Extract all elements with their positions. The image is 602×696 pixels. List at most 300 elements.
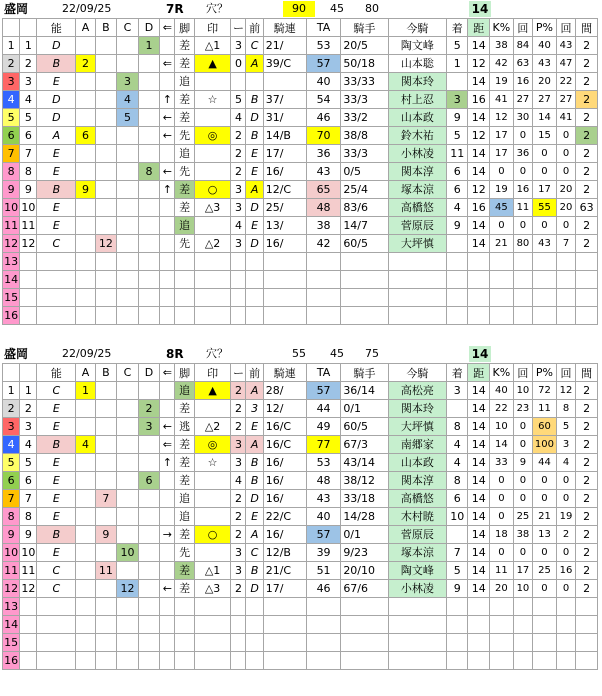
cell-mark: △2 xyxy=(194,235,231,253)
cell-r1: 0 xyxy=(513,163,532,181)
header-cell: 能 xyxy=(37,19,76,37)
cell-arrow xyxy=(160,145,175,163)
cell-r1 xyxy=(513,271,532,289)
cell-r2: 8 xyxy=(556,400,575,418)
cell-ta xyxy=(306,652,340,670)
cell-k: 17 xyxy=(490,145,514,163)
cell-dist: 14 xyxy=(468,235,490,253)
cell-p xyxy=(533,253,557,271)
cell-name: 南郷家 xyxy=(388,436,446,454)
table-row xyxy=(3,253,598,271)
header-row xyxy=(3,364,598,382)
cell-mark: ▲ xyxy=(194,55,231,73)
cell-w: 10 xyxy=(20,199,37,217)
ana-label: 穴？ xyxy=(206,347,228,360)
cell-ta xyxy=(306,616,340,634)
table-row xyxy=(3,73,598,91)
cell-c xyxy=(117,526,139,544)
cell-c xyxy=(117,652,139,670)
cell-d: 3 xyxy=(138,418,160,436)
cell-r2: 16 xyxy=(556,562,575,580)
cell-gap xyxy=(576,652,598,670)
header-cell: 着 xyxy=(446,364,468,382)
cell-b xyxy=(95,199,117,217)
cell-a: 1 xyxy=(76,382,95,400)
cell-mark: ○ xyxy=(194,181,231,199)
cell-name: 陶文峰 xyxy=(388,562,446,580)
cell-jk: 38/8 xyxy=(341,127,388,145)
cell-pl: B xyxy=(246,472,263,490)
cell-name: 鈴木祐 xyxy=(388,127,446,145)
cell-a xyxy=(76,544,95,562)
table-row xyxy=(3,163,598,181)
cell-jk xyxy=(341,598,388,616)
cell-ta: 43 xyxy=(306,490,340,508)
header-cell: 間 xyxy=(576,364,598,382)
cell-name xyxy=(388,616,446,634)
cell-r1: 38 xyxy=(513,526,532,544)
cell-pw: 3 xyxy=(231,181,246,199)
cell-fin: 9 xyxy=(446,109,468,127)
cell-r2 xyxy=(556,253,575,271)
header-cell: ⇐ xyxy=(160,364,175,382)
cell-name: 関本玲 xyxy=(388,73,446,91)
header-cell: 回 xyxy=(556,364,575,382)
cell-a xyxy=(76,235,95,253)
cell-pl: E xyxy=(246,418,263,436)
cell-mark xyxy=(194,652,231,670)
cell-r1: 0 xyxy=(513,217,532,235)
cell-ta xyxy=(306,634,340,652)
cell-jr: 16/ xyxy=(263,472,306,490)
cell-leg: 差 xyxy=(175,562,194,580)
cell-w: 7 xyxy=(20,490,37,508)
cell-d xyxy=(138,616,160,634)
cell-d xyxy=(138,580,160,598)
cell-arrow xyxy=(160,289,175,307)
cell-arrow: ⇐ xyxy=(160,436,175,454)
cell-pw: 3 xyxy=(231,562,246,580)
cell-jk xyxy=(341,616,388,634)
cell-pw: 3 xyxy=(231,544,246,562)
cell-fin: 8 xyxy=(446,472,468,490)
cell-jk: 20/5 xyxy=(341,37,388,55)
cell-r1: 11 xyxy=(513,199,532,217)
cell-c xyxy=(117,217,139,235)
cell-a xyxy=(76,307,95,325)
cell-jk: 9/23 xyxy=(341,544,388,562)
cell-w xyxy=(20,271,37,289)
header-cell: 回 xyxy=(556,19,575,37)
cell-pw: 4 xyxy=(231,109,246,127)
cell-pw: 2 xyxy=(231,400,246,418)
cell-w xyxy=(20,634,37,652)
race-number: 7R xyxy=(166,2,184,16)
cell-gap: 2 xyxy=(576,55,598,73)
cell-a xyxy=(76,217,95,235)
cell-a xyxy=(76,652,95,670)
cell-p xyxy=(533,271,557,289)
cell-pw xyxy=(231,598,246,616)
cell-name: 高松亮 xyxy=(388,382,446,400)
cell-b xyxy=(95,472,117,490)
cell-leg: 逃 xyxy=(175,418,194,436)
cell-pw xyxy=(231,253,246,271)
cell-dist xyxy=(468,307,490,325)
cell-r2: 47 xyxy=(556,55,575,73)
header-cell: B xyxy=(95,19,117,37)
cell-mark xyxy=(194,163,231,181)
cell-leg: 差 xyxy=(175,580,194,598)
cell-dist: 14 xyxy=(468,400,490,418)
cell-mark xyxy=(194,271,231,289)
table-row xyxy=(3,55,598,73)
cell-r1: 23 xyxy=(513,400,532,418)
cell-c xyxy=(117,253,139,271)
cell-r2: 41 xyxy=(556,109,575,127)
cell-jr: 31/ xyxy=(263,109,306,127)
cell-w: 4 xyxy=(20,436,37,454)
cell-fin xyxy=(446,634,468,652)
cell-arrow xyxy=(160,544,175,562)
cell-mark: ◎ xyxy=(194,127,231,145)
cell-fin xyxy=(446,289,468,307)
cell-arrow xyxy=(160,472,175,490)
cell-pw xyxy=(231,307,246,325)
cell-p xyxy=(533,598,557,616)
cell-jr: 22/C xyxy=(263,508,306,526)
cell-pw: 2 xyxy=(231,163,246,181)
top-value: 45 xyxy=(330,347,344,360)
cell-a xyxy=(76,562,95,580)
cell-r1: 0 xyxy=(513,490,532,508)
cell-pw: 2 xyxy=(231,508,246,526)
cell-k: 33 xyxy=(490,454,514,472)
cell-c xyxy=(117,454,139,472)
cell-fin xyxy=(446,616,468,634)
cell-ta: 48 xyxy=(306,199,340,217)
cell-b xyxy=(95,508,117,526)
cell-jr: 16/ xyxy=(263,490,306,508)
cell-name xyxy=(388,652,446,670)
cell-b xyxy=(95,127,117,145)
cell-n: 5 xyxy=(3,454,20,472)
cell-p: 0 xyxy=(533,217,557,235)
cell-pl: D xyxy=(246,199,263,217)
cell-name: 関本玲 xyxy=(388,400,446,418)
cell-name: 塚本涼 xyxy=(388,181,446,199)
cell-c: 3 xyxy=(117,73,139,91)
cell-d xyxy=(138,526,160,544)
cell-r1: 0 xyxy=(513,544,532,562)
cell-dist xyxy=(468,598,490,616)
cell-b xyxy=(95,217,117,235)
cell-dist: 14 xyxy=(468,526,490,544)
cell-grade: E xyxy=(37,454,76,472)
cell-leg xyxy=(175,289,194,307)
cell-pw xyxy=(231,634,246,652)
top-value: 90 xyxy=(283,1,315,17)
cell-mark: △1 xyxy=(194,562,231,580)
cell-b: 9 xyxy=(95,526,117,544)
cell-leg: 差 xyxy=(175,109,194,127)
cell-n: 7 xyxy=(3,490,20,508)
cell-leg: 追 xyxy=(175,382,194,400)
cell-jr: 16/ xyxy=(263,163,306,181)
table-row xyxy=(3,634,598,652)
cell-w: 6 xyxy=(20,472,37,490)
cell-leg xyxy=(175,307,194,325)
cell-grade xyxy=(37,289,76,307)
cell-ta xyxy=(306,289,340,307)
cell-r1 xyxy=(513,289,532,307)
cell-gap: 2 xyxy=(576,73,598,91)
cell-r2: 0 xyxy=(556,544,575,562)
cell-mark xyxy=(194,109,231,127)
cell-name: 関本淳 xyxy=(388,472,446,490)
cell-pl: A xyxy=(246,526,263,544)
cell-r1: 36 xyxy=(513,145,532,163)
cell-r2: 2 xyxy=(556,526,575,544)
cell-ta xyxy=(306,253,340,271)
cell-jr xyxy=(263,307,306,325)
cell-k xyxy=(490,652,514,670)
cell-w: 12 xyxy=(20,580,37,598)
cell-pw: 2 xyxy=(231,418,246,436)
cell-n: 16 xyxy=(3,652,20,670)
cell-a xyxy=(76,616,95,634)
cell-w xyxy=(20,289,37,307)
cell-pl xyxy=(246,307,263,325)
cell-jk xyxy=(341,289,388,307)
cell-grade: D xyxy=(37,37,76,55)
cell-dist: 14 xyxy=(468,163,490,181)
cell-jk: 60/5 xyxy=(341,235,388,253)
cell-b xyxy=(95,544,117,562)
cell-arrow: ↑ xyxy=(160,91,175,109)
race-7r xyxy=(0,0,602,325)
header-cell: 騎連 xyxy=(263,19,306,37)
header-cell: TA xyxy=(306,19,340,37)
cell-arrow xyxy=(160,616,175,634)
cell-r2: 20 xyxy=(556,199,575,217)
cell-a xyxy=(76,418,95,436)
cell-w xyxy=(20,616,37,634)
cell-d xyxy=(138,508,160,526)
cell-n: 5 xyxy=(3,109,20,127)
cell-p: 21 xyxy=(533,508,557,526)
cell-pl: E xyxy=(246,217,263,235)
cell-n: 8 xyxy=(3,163,20,181)
cell-fin: 10 xyxy=(446,508,468,526)
cell-name: 菅原辰 xyxy=(388,526,446,544)
cell-d xyxy=(138,382,160,400)
cell-pl: E xyxy=(246,508,263,526)
header-cell: D xyxy=(138,19,160,37)
cell-leg: 先 xyxy=(175,544,194,562)
table-row xyxy=(3,562,598,580)
cell-gap: 2 xyxy=(576,163,598,181)
ana-label: 穴？ xyxy=(206,2,228,15)
cell-name: 大坪慎 xyxy=(388,235,446,253)
cell-gap: 2 xyxy=(576,145,598,163)
cell-w xyxy=(20,598,37,616)
cell-ta: 43 xyxy=(306,163,340,181)
header-cell: 脚 xyxy=(175,19,194,37)
distance-label: 14 xyxy=(469,346,491,362)
cell-fin xyxy=(446,253,468,271)
cell-arrow xyxy=(160,235,175,253)
cell-leg: 追 xyxy=(175,490,194,508)
cell-dist: 12 xyxy=(468,55,490,73)
cell-p: 0 xyxy=(533,544,557,562)
cell-fin: 5 xyxy=(446,562,468,580)
cell-ta: 38 xyxy=(306,217,340,235)
cell-gap xyxy=(576,634,598,652)
cell-pl xyxy=(246,634,263,652)
cell-pl: B xyxy=(246,562,263,580)
cell-p: 40 xyxy=(533,37,557,55)
cell-d xyxy=(138,271,160,289)
cell-jr xyxy=(263,616,306,634)
cell-pw: 3 xyxy=(231,199,246,217)
cell-n: 2 xyxy=(3,400,20,418)
cell-leg: 差 xyxy=(175,199,194,217)
cell-a xyxy=(76,91,95,109)
cell-w: 2 xyxy=(20,55,37,73)
cell-gap: 2 xyxy=(576,472,598,490)
cell-fin xyxy=(446,526,468,544)
cell-jk: 43/14 xyxy=(341,454,388,472)
cell-ta: 65 xyxy=(306,181,340,199)
cell-r2: 0 xyxy=(556,472,575,490)
cell-p xyxy=(533,652,557,670)
cell-grade: E xyxy=(37,73,76,91)
header-cell: P% xyxy=(533,364,557,382)
cell-gap xyxy=(576,616,598,634)
cell-arrow xyxy=(160,598,175,616)
cell-pw: 3 xyxy=(231,235,246,253)
header-cell: 前 xyxy=(246,364,263,382)
cell-pw xyxy=(231,289,246,307)
race-date: 22/09/25 xyxy=(62,347,112,360)
cell-dist: 12 xyxy=(468,127,490,145)
table-row xyxy=(3,400,598,418)
cell-a xyxy=(76,472,95,490)
venue-label: 盛岡 xyxy=(4,347,29,361)
cell-name: 菅原辰 xyxy=(388,217,446,235)
cell-d xyxy=(138,490,160,508)
cell-p: 14 xyxy=(533,109,557,127)
table-row xyxy=(3,598,598,616)
cell-ta: 53 xyxy=(306,454,340,472)
cell-p: 15 xyxy=(533,127,557,145)
cell-arrow: ↑ xyxy=(160,454,175,472)
cell-jk: 14/28 xyxy=(341,508,388,526)
cell-a xyxy=(76,490,95,508)
cell-pl xyxy=(246,73,263,91)
cell-b: 11 xyxy=(95,562,117,580)
cell-dist: 14 xyxy=(468,472,490,490)
cell-ta: 46 xyxy=(306,109,340,127)
cell-grade: E xyxy=(37,217,76,235)
cell-gap: 2 xyxy=(576,454,598,472)
cell-pl: D xyxy=(246,109,263,127)
cell-dist: 14 xyxy=(468,490,490,508)
cell-r1: 63 xyxy=(513,55,532,73)
cell-fin xyxy=(446,307,468,325)
cell-r2: 7 xyxy=(556,235,575,253)
cell-dist: 12 xyxy=(468,181,490,199)
cell-name xyxy=(388,598,446,616)
cell-k: 10 xyxy=(490,418,514,436)
cell-k: 20 xyxy=(490,580,514,598)
cell-r2 xyxy=(556,598,575,616)
cell-name: 山本政 xyxy=(388,109,446,127)
cell-r1 xyxy=(513,307,532,325)
cell-jr: 12/C xyxy=(263,181,306,199)
cell-arrow: ↑ xyxy=(160,181,175,199)
cell-b xyxy=(95,634,117,652)
cell-r2: 0 xyxy=(556,127,575,145)
cell-r2: 43 xyxy=(556,37,575,55)
cell-mark: ▲ xyxy=(194,382,231,400)
header-cell: ⇐ xyxy=(160,19,175,37)
cell-mark: ☆ xyxy=(194,454,231,472)
cell-dist: 14 xyxy=(468,436,490,454)
table-row xyxy=(3,145,598,163)
cell-grade: C xyxy=(37,235,76,253)
cell-jr: 16/C xyxy=(263,418,306,436)
cell-leg: 追 xyxy=(175,145,194,163)
cell-a xyxy=(76,199,95,217)
cell-leg: 追 xyxy=(175,508,194,526)
cell-name: 大坪慎 xyxy=(388,418,446,436)
cell-arrow xyxy=(160,307,175,325)
cell-w: 12 xyxy=(20,235,37,253)
cell-b xyxy=(95,418,117,436)
cell-arrow xyxy=(160,634,175,652)
cell-pl: B xyxy=(246,454,263,472)
cell-dist: 14 xyxy=(468,37,490,55)
cell-w: 6 xyxy=(20,127,37,145)
cell-c: 10 xyxy=(117,544,139,562)
cell-b xyxy=(95,289,117,307)
cell-fin xyxy=(446,598,468,616)
header-cell: 回 xyxy=(513,364,532,382)
cell-w: 1 xyxy=(20,37,37,55)
cell-arrow: → xyxy=(160,526,175,544)
cell-c xyxy=(117,199,139,217)
table-row xyxy=(3,382,598,400)
cell-r1: 27 xyxy=(513,91,532,109)
cell-r1: 0 xyxy=(513,472,532,490)
cell-ta: 40 xyxy=(306,508,340,526)
cell-dist: 14 xyxy=(468,508,490,526)
cell-n: 11 xyxy=(3,562,20,580)
cell-a xyxy=(76,37,95,55)
cell-jk: 50/18 xyxy=(341,55,388,73)
distance-label: 14 xyxy=(469,1,491,17)
cell-b xyxy=(95,163,117,181)
cell-r1: 80 xyxy=(513,235,532,253)
table-row xyxy=(3,235,598,253)
cell-c xyxy=(117,127,139,145)
cell-k: 21 xyxy=(490,235,514,253)
cell-arrow xyxy=(160,217,175,235)
cell-jk xyxy=(341,271,388,289)
cell-a xyxy=(76,400,95,418)
